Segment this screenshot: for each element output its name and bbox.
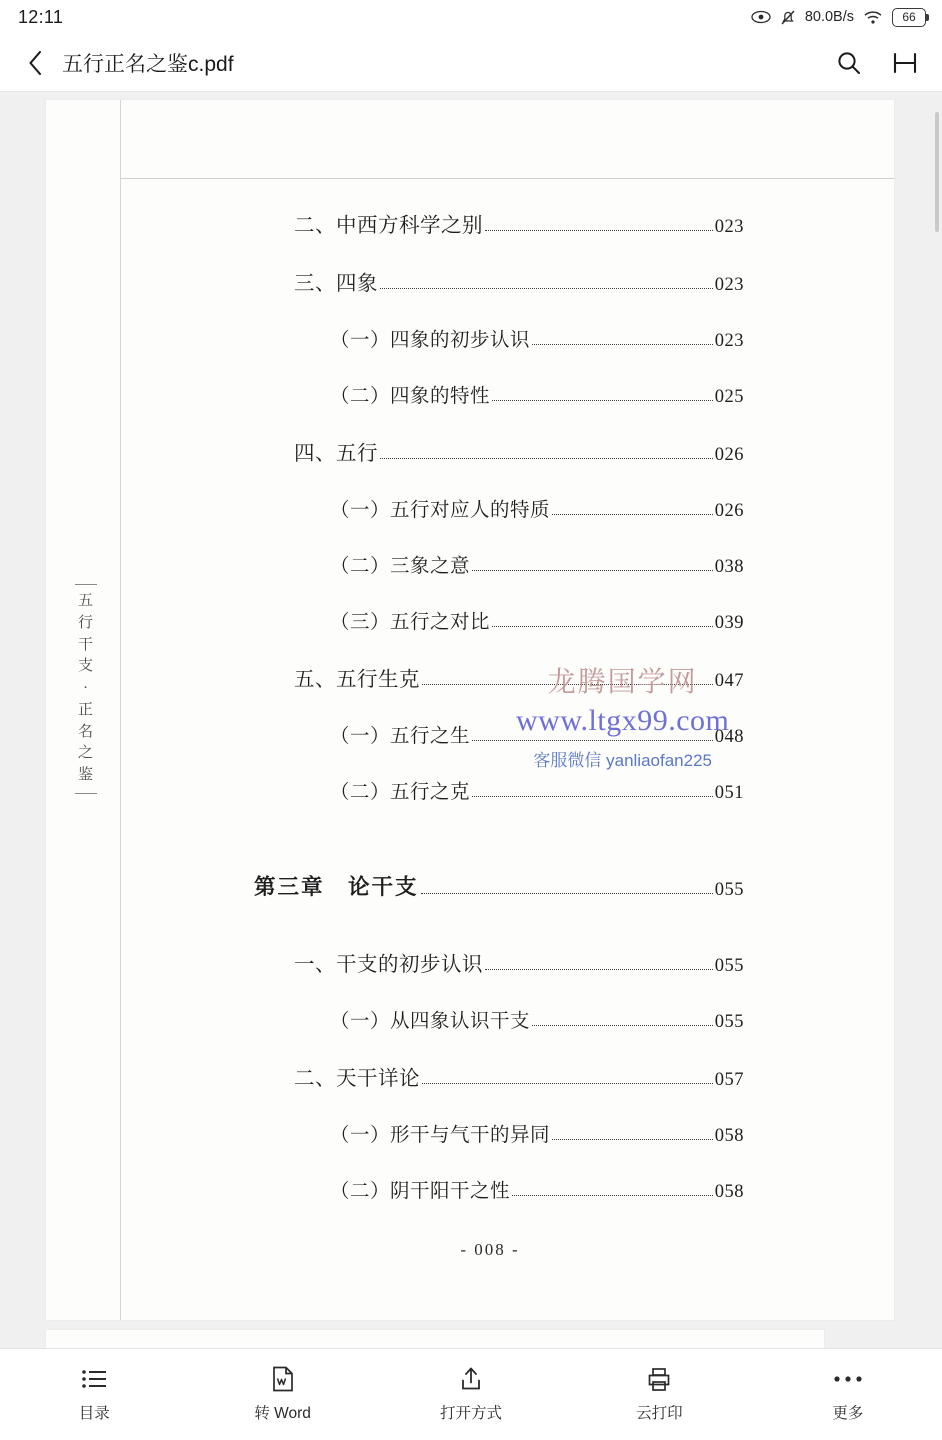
- toc-leader-dots: [492, 400, 713, 401]
- toc-entry[interactable]: [196, 1005, 744, 1033]
- search-icon: [836, 50, 862, 76]
- toc-leader-dots: [485, 969, 713, 970]
- status-time: 12:11: [18, 6, 64, 27]
- watermark-url: www.ltgx99.com: [516, 704, 730, 737]
- toc-entry[interactable]: [196, 947, 744, 977]
- wifi-icon: [863, 10, 883, 25]
- bell-off-icon: [780, 9, 796, 26]
- toc-entry[interactable]: [196, 1175, 744, 1203]
- spine-char: 干: [77, 636, 94, 653]
- eye-icon: [751, 10, 771, 24]
- toolbar-item-convert-word[interactable]: [188, 1366, 376, 1423]
- watermark-site-name: 龙腾国学网: [547, 667, 698, 698]
- spine-char: 五: [77, 593, 94, 609]
- toolbar-label: 云打印: [636, 1405, 683, 1422]
- toc-leader-dots: [380, 288, 713, 289]
- toolbar-item-open-with[interactable]: [377, 1366, 565, 1423]
- fit-width-button[interactable]: [890, 48, 920, 78]
- status-bar: [0, 0, 942, 34]
- search-button[interactable]: [834, 48, 864, 78]
- toolbar-item-cloud-print[interactable]: [565, 1366, 753, 1423]
- network-speed: 80.0B/s: [804, 9, 854, 25]
- toc-entry-page: 058: [714, 1126, 744, 1146]
- toc-entry-page: 039: [714, 613, 744, 633]
- toc-leader-dots: [421, 893, 713, 894]
- toc-entry-page: 055: [714, 880, 744, 900]
- printer-icon: [646, 1366, 672, 1392]
- toc-entry-label: 二、中西方科学之别: [294, 215, 483, 237]
- toc-entry[interactable]: [196, 380, 744, 408]
- toc-entry-label: 二、天干详论: [294, 1068, 420, 1090]
- toc-entry-page: 057: [714, 1070, 744, 1090]
- toc-entry-page: 047: [714, 671, 744, 691]
- spine-rule-top: [75, 584, 97, 585]
- toc-entry-label: （一）四象的初步认识: [330, 330, 531, 351]
- bottom-toolbar: [0, 1348, 942, 1440]
- toc-entry[interactable]: [196, 1119, 744, 1147]
- spine-char: 之: [77, 745, 94, 762]
- toc-leader-dots: [422, 1083, 713, 1084]
- spine-char: ·: [83, 680, 89, 696]
- toc-entry-label: （一）五行对应人的特质: [330, 500, 551, 521]
- toc-entry-page: 023: [714, 331, 744, 351]
- toc-entry-page: 058: [714, 1182, 744, 1202]
- next-page-preview: [46, 1330, 824, 1348]
- toc-entry[interactable]: [196, 720, 744, 748]
- toc-leader-dots: [472, 740, 713, 741]
- word-convert-icon: [271, 1366, 295, 1392]
- toc-entry-page: 026: [714, 445, 744, 465]
- toc-entry[interactable]: [196, 266, 744, 296]
- book-spine-label: [70, 578, 102, 800]
- toolbar-label: 转 Word: [254, 1405, 311, 1422]
- toc-entry-page: 023: [714, 275, 744, 295]
- back-button[interactable]: [18, 46, 52, 80]
- watermark-contact: 客服微信 yanliaofan225: [533, 751, 712, 770]
- document-title: 五行正名之鉴c.pdf: [62, 52, 234, 76]
- toc-leader-dots: [552, 1139, 713, 1140]
- toc-leader-dots: [512, 1195, 713, 1196]
- toc-leader-dots: [552, 514, 713, 515]
- list-icon: [81, 1366, 107, 1392]
- toc-entry[interactable]: [196, 606, 744, 634]
- toc-entry-page: 051: [714, 783, 744, 803]
- toc-entry-page: 055: [714, 1012, 744, 1032]
- spine-char: 名: [77, 723, 94, 740]
- toc-entry[interactable]: [196, 324, 744, 352]
- toc-entry-label: 五、五行生克: [294, 669, 420, 691]
- toc-leader-dots: [492, 626, 713, 627]
- toc-entry-label: （二）阴干阳干之性: [330, 1181, 511, 1202]
- toc-entry-label: （二）三象之意: [330, 556, 471, 577]
- toc-leader-dots: [472, 796, 713, 797]
- toc-leader-dots: [532, 1025, 713, 1026]
- toc-leader-dots: [422, 684, 713, 685]
- page-number: - 008 -: [460, 1240, 520, 1259]
- toc-leader-dots: [485, 230, 713, 231]
- toolbar-label: 打开方式: [440, 1405, 503, 1422]
- battery-level: 66: [902, 10, 916, 24]
- vertical-scrollbar[interactable]: [935, 112, 939, 232]
- toc-entry-page: 055: [714, 956, 744, 976]
- toolbar-label: 目录: [78, 1405, 110, 1422]
- toc-entry[interactable]: [196, 550, 744, 578]
- toc-entry-label: 三、四象: [294, 273, 378, 295]
- toc-leader-dots: [532, 344, 713, 345]
- toc-entry-label: （二）四象的特性: [330, 386, 491, 407]
- toc-entry-label: （一）形干与气干的异同: [330, 1125, 551, 1146]
- app-bar: [0, 34, 942, 92]
- pdf-viewer[interactable]: [0, 92, 942, 1348]
- page-header-rule: [120, 178, 894, 179]
- toc-entry-page: 038: [714, 557, 744, 577]
- toc-leader-dots: [472, 570, 713, 571]
- more-dots-icon: [833, 1366, 863, 1392]
- toc-entry-label: （一）五行之生: [330, 726, 471, 747]
- toc-leader-dots: [380, 458, 713, 459]
- toc-chapter-entry[interactable]: [196, 870, 744, 901]
- toolbar-label: 更多: [832, 1405, 864, 1422]
- toc-entry[interactable]: [196, 436, 744, 466]
- toc-entry[interactable]: [196, 1061, 744, 1091]
- spine-rule-bottom: [75, 793, 97, 794]
- toolbar-item-outline[interactable]: [0, 1366, 188, 1423]
- spine-char: 鉴: [77, 767, 94, 783]
- toc-entry[interactable]: [196, 208, 744, 238]
- share-open-icon: [459, 1366, 483, 1392]
- toc-entry-page: 048: [714, 727, 744, 747]
- toc-entry-label: 四、五行: [294, 443, 378, 465]
- spine-char: 支: [77, 658, 94, 675]
- spine-char: 行: [77, 614, 94, 631]
- toc-entry-page: 026: [714, 501, 744, 521]
- toc-entry-label: 第三章 论干支: [254, 875, 419, 899]
- toc-entry-label: （一）从四象认识干支: [330, 1011, 531, 1032]
- chevron-left-icon: [28, 50, 43, 76]
- toc-entry[interactable]: [196, 662, 744, 692]
- toolbar-item-more[interactable]: [754, 1366, 942, 1423]
- toc-entry-page: 025: [714, 387, 744, 407]
- toc-entry-page: 023: [714, 217, 744, 237]
- toc-entry-label: （三）五行之对比: [330, 612, 491, 633]
- fit-width-icon: [892, 51, 918, 75]
- pdf-page: [46, 100, 894, 1320]
- battery-icon: [892, 8, 926, 27]
- toc-entry[interactable]: [196, 494, 744, 522]
- toc-entry-label: （二）五行之克: [330, 782, 471, 803]
- toc-entry[interactable]: [196, 776, 744, 804]
- spine-char: 正: [77, 701, 94, 718]
- table-of-contents: [196, 208, 744, 1231]
- toc-entry-label: 一、干支的初步认识: [294, 954, 483, 976]
